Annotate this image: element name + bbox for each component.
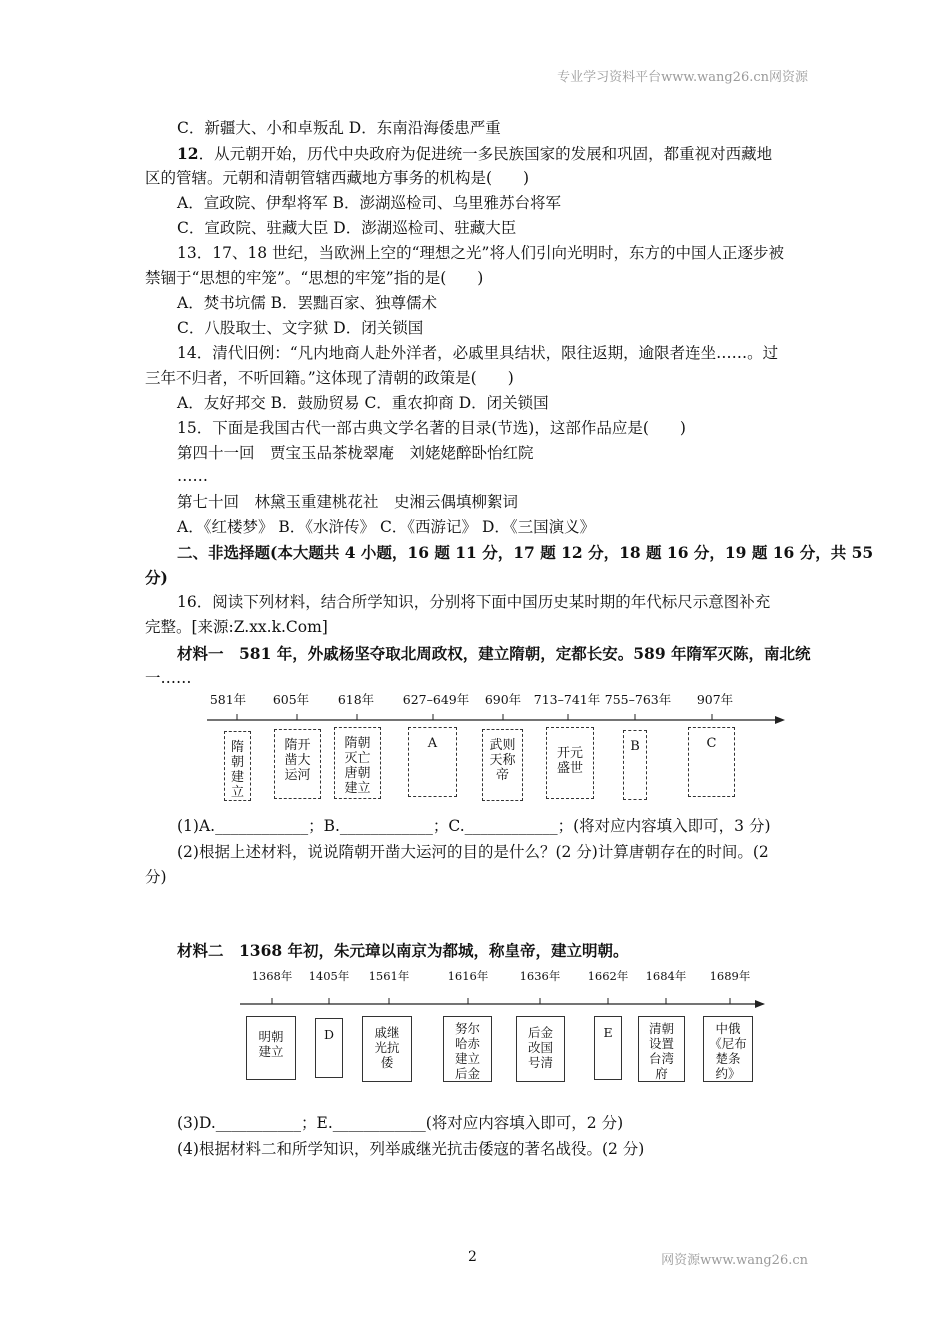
option-line: A．《红楼梦》 B．《水浒传》 C．《西游记》 D．《三国演义》 <box>177 518 596 536</box>
timeline-2-box: 明朝建立 <box>246 1016 296 1080</box>
timeline-1-tick: 627–649年 <box>402 692 470 707</box>
section-heading: 二、非选择题(本大题共 4 小题，16 题 11 分，17 题 12 分，18 题 16 分，19 题 16 分，共 55 <box>177 543 874 562</box>
timeline-1-tick: 690年 <box>484 692 522 707</box>
timeline-1-box: 开元盛世 <box>546 727 594 799</box>
text-line: 第四十一回 贾宝玉品茶栊翠庵 刘姥姥醉卧怡红院 <box>177 444 534 462</box>
option-line: A．友好邦交 B．鼓励贸易 C．重农抑商 D．闭关锁国 <box>177 394 549 412</box>
timeline-1-box: 隋朝建立 <box>224 731 251 801</box>
timeline-2-box: 后金改国号清 <box>516 1016 565 1082</box>
material-2: 材料二 1368 年初，朱元璋以南京为都城，称皇帝，建立明朝。 <box>177 941 629 960</box>
timeline-1-box: 武则天称帝 <box>482 729 523 801</box>
text-line: 禁锢于“思想的牢笼”。“思想的牢笼”指的是( ) <box>145 269 484 287</box>
timeline-2-tick: 1616年 <box>447 969 489 983</box>
timeline-2-box: 清朝设置台湾府 <box>638 1016 685 1082</box>
section-heading-cont: 分) <box>145 568 168 587</box>
timeline-2-box-answer-d: D <box>315 1018 343 1078</box>
text-line: ．从元朝开始，历代中央政府为促进统一多民族国家的发展和巩固，都重视对西藏地 <box>198 145 773 163</box>
question-15: 15．下面是我国古代一部古典文学名著的目录(节选)，这部作品应是( ) <box>177 419 686 437</box>
option-line: C．宣政院、驻藏大臣 D．澎湖巡检司、驻藏大臣 <box>177 219 517 237</box>
text-line: 一…… <box>145 669 192 687</box>
subquestion-4: (4)根据材料二和所学知识，列举戚继光抗击倭寇的著名战役。(2 分) <box>177 1140 645 1158</box>
timeline-1-tick: 618年 <box>337 692 375 707</box>
question-12 <box>177 141 810 167</box>
timeline-2-box-answer-e: E <box>594 1016 622 1080</box>
text-line: 区的管辖。元朝和清朝管辖西藏地方事务的机构是( ) <box>145 169 530 187</box>
timeline-2-tick: 1662年 <box>587 969 629 983</box>
text-line: …… <box>177 467 208 485</box>
page-number: 2 <box>468 1249 477 1265</box>
timeline-1-box: 隋开凿大运河 <box>274 729 321 799</box>
timeline-1-tick: 605年 <box>272 692 310 707</box>
question-13: 13．17、18 世纪，当欧洲上空的“理想之光”将人们引向光明时，东方的中国人正逐步被 <box>177 244 784 262</box>
timeline-1-box: 隋朝灭亡唐朝建立 <box>334 727 381 799</box>
timeline-2-tick: 1636年 <box>519 969 561 983</box>
text-line: C．新疆大、小和卓叛乱 D．东南沿海倭患严重 <box>177 119 501 137</box>
option-line: A．宣政院、伊犁将军 B．澎湖巡检司、乌里雅苏台将军 <box>177 194 562 212</box>
option-line: A．焚书坑儒 B．罢黜百家、独尊儒术 <box>177 294 438 312</box>
text-line: 三年不归者，不听回籍。”这体现了清朝的政策是( ) <box>145 369 514 387</box>
timeline-2-tick: 1368年 <box>251 969 293 983</box>
question-16: 16．阅读下列材料，结合所学知识，分别将下面中国历史某时期的年代标尺示意图补充 <box>177 593 771 611</box>
timeline-2-tick: 1689年 <box>709 969 751 983</box>
timeline-2-box: 戚继光抗倭 <box>362 1016 412 1082</box>
footer-watermark: 网资源www.wang26.cn <box>661 1253 808 1268</box>
timeline-1-tick: 755–763年 <box>604 692 672 707</box>
timeline-1-box-answer-c: C <box>688 727 735 797</box>
timeline-1-box-answer-b: B <box>623 730 647 800</box>
timeline-2-box: 努尔哈赤建立后金 <box>443 1016 492 1082</box>
timeline-1-box-answer-a: A <box>408 727 457 797</box>
subquestion-1: (1)A.____________；B.____________；C.____________；(将对应内容填入即可，3 分) <box>177 817 771 835</box>
option-line: C．八股取士、文字狱 D．闭关锁国 <box>177 319 424 337</box>
text-line: 分) <box>145 868 167 886</box>
subquestion-2: (2)根据上述材料，说说隋朝开凿大运河的目的是什么？(2 分)计算唐朝存在的时间。(2 <box>177 843 769 861</box>
text-line: 第七十回 林黛玉重建桃花社 史湘云偶填柳絮词 <box>177 493 519 511</box>
timeline-2-tick: 1405年 <box>308 969 350 983</box>
header-watermark: 专业学习资料平台www.wang26.cn网资源 <box>557 70 808 85</box>
timeline-1-tick: 713–741年 <box>533 692 601 707</box>
timeline-1-tick: 907年 <box>696 692 734 707</box>
timeline-1-tick: 581年 <box>209 692 247 707</box>
timeline-2-tick: 1561年 <box>368 969 410 983</box>
timeline-2-tick: 1684年 <box>645 969 687 983</box>
subquestion-3: (3)D.___________；E.____________(将对应内容填入即可，2 分) <box>177 1114 624 1132</box>
text-line: 完整。[来源:Z.xx.k.Com] <box>145 618 328 636</box>
material-1: 材料一 581 年，外戚杨坚夺取北周政权，建立隋朝，定都长安。589 年隋军灭陈，南北统 <box>177 644 811 663</box>
question-number: 12 <box>177 144 199 163</box>
question-14: 14．清代旧例：“凡内地商人赴外洋者，必戚里具结状，限往返期，逾限者连坐……。过 <box>177 344 779 362</box>
timeline-2-box: 中俄《尼布楚条约》 <box>703 1016 753 1082</box>
